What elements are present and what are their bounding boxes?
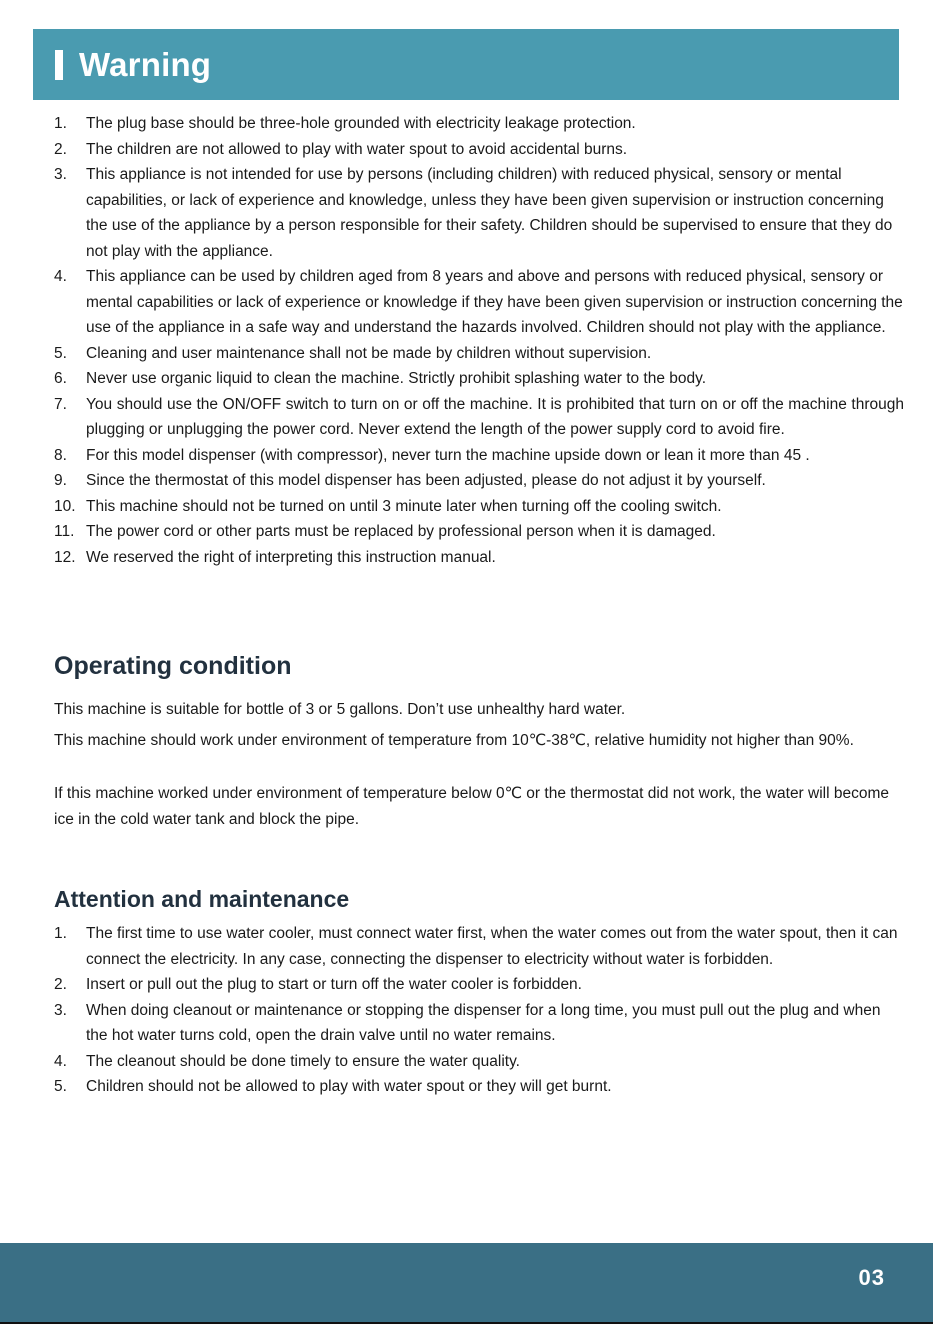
list-item: [54, 998, 904, 1049]
item-number: 5.: [54, 344, 67, 362]
list-item: [54, 366, 904, 392]
item-text: This machine should not be turned on until 3 minute later when turning off the cooling switch.: [86, 497, 722, 515]
list-item: [54, 972, 904, 998]
item-number: 4.: [54, 1052, 67, 1070]
item-text: The cleanout should be done timely to ensure the water quality.: [86, 1052, 520, 1070]
operating-heading: Operating condition: [54, 652, 292, 680]
item-number: 9.: [54, 472, 67, 489]
list-item: [54, 468, 904, 494]
item-number: 2.: [54, 140, 67, 158]
item-number: 7.: [54, 395, 67, 413]
list-item: [54, 137, 904, 163]
item-text: Insert or pull out the plug to start or turn off the water cooler is forbidden.: [86, 976, 582, 993]
item-number: 8.: [54, 446, 67, 464]
item-number: 11.: [54, 523, 75, 540]
item-text: When doing cleanout or maintenance or stopping the dispenser for a long time, you must pull out the plug and when the hot water turns cold, open the drain valve until no water remains.: [86, 1001, 881, 1044]
list-item: [54, 264, 904, 341]
list-item: [54, 1049, 904, 1075]
item-number: 6.: [54, 370, 67, 387]
list-item: [54, 341, 904, 367]
item-text: The children are not allowed to play with water spout to avoid accidental burns.: [86, 140, 628, 158]
attention-heading: Attention and maintenance: [54, 886, 350, 912]
page-footer: [0, 1243, 933, 1324]
operating-paragraph: This machine is suitable for bottle of 3 or 5 gallons. Don’t use unhealthy hard water.: [54, 701, 626, 718]
warning-title: Warning: [79, 45, 212, 83]
operating-paragraph: If this machine worked under environment of temperature below 0℃ or the thermostat did not work, the water will become ice in the cold water tank and block the pipe.: [54, 785, 890, 828]
item-text: We reserved the right of interpreting this instruction manual.: [86, 548, 496, 566]
item-text: This appliance can be used by children aged from 8 years and above and persons with reduced physical, sensory or mental capabilities or lack of experience or knowledge if they have been given supervision or instruction concerning the use of the appliance in a safe way and understand the hazards involved. Children should not play with the appliance.: [86, 268, 903, 336]
item-text: Never use organic liquid to clean the machine. Strictly prohibit splashing water to the body.: [86, 370, 707, 387]
item-text: You should use the ON/OFF switch to turn on or off the machine. It is prohibited that turn on or off the machine through plugging or unplugging the power cord. Never extend the length of the power supply cord to avoid fire.: [86, 395, 904, 438]
item-number: 10.: [54, 497, 76, 515]
list-item: [54, 921, 904, 972]
item-number: 4.: [54, 268, 67, 285]
item-text: For this model dispenser (with compressor), never turn the machine upside down or lean it more than 45 .: [86, 446, 810, 464]
item-text: The first time to use water cooler, must connect water first, when the water comes out from the water spout, then it can connect the electricity. In any case, connecting the dispenser to electricity without water is forbidden.: [86, 925, 898, 968]
item-number: 3.: [54, 166, 67, 183]
item-text: Children should not be allowed to play with water spout or they will get burnt.: [86, 1078, 612, 1095]
list-item: [54, 494, 904, 520]
item-text: Since the thermostat of this model dispenser has been adjusted, please do not adjust it by yourself.: [86, 472, 766, 489]
item-text: This appliance is not intended for use by persons (including children) with reduced physical, sensory or mental capabilities, or lack of experience and knowledge, unless they have been given supervision or instruction concerning the use of the appliance by a person responsible for their safety. Children should be supervised to ensure that they do not play with the appliance.: [86, 166, 893, 260]
list-item: [54, 392, 904, 443]
item-number: 1.: [54, 115, 67, 132]
item-number: 12.: [54, 548, 76, 566]
page-number: 03: [858, 1265, 885, 1290]
warning-list: [54, 111, 904, 570]
list-item: [54, 162, 904, 264]
list-item: [54, 111, 904, 137]
item-text: Cleaning and user maintenance shall not be made by children without supervision.: [86, 344, 652, 362]
item-number: 1.: [54, 925, 67, 942]
list-item: [54, 443, 904, 469]
warning-banner: [33, 29, 899, 100]
list-item: [54, 519, 904, 545]
banner-bar-icon: [55, 50, 63, 80]
item-text: The plug base should be three-hole grounded with electricity leakage protection.: [86, 115, 636, 132]
item-text: The power cord or other parts must be replaced by professional person when it is damaged.: [86, 523, 716, 540]
list-item: [54, 1074, 904, 1100]
item-number: 3.: [54, 1001, 67, 1019]
item-number: 2.: [54, 976, 67, 993]
operating-paragraph: This machine should work under environment of temperature from 10℃-38℃, relative humidity not higher than 90%.: [54, 732, 854, 749]
item-number: 5.: [54, 1078, 67, 1095]
list-item: [54, 545, 904, 571]
attention-list: [54, 921, 904, 1100]
